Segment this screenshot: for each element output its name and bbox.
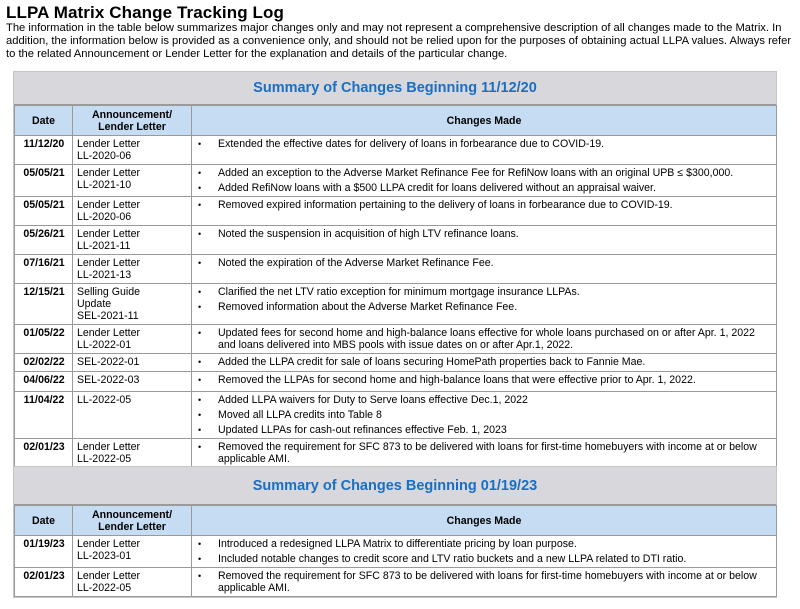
changes-cell: [192, 197, 777, 226]
announcement-line: Lender Letter: [77, 199, 141, 211]
bullet-icon: •: [198, 328, 202, 338]
table-row: [15, 255, 777, 284]
table-row: [15, 392, 777, 439]
announcement-line: Lender Letter: [77, 327, 141, 339]
announcement-line: LL-2020-06: [77, 211, 132, 223]
change-text: Added the LLPA credit for sale of loans securing HomePath properties back to Fannie Mae.: [218, 356, 646, 368]
changes-table: [14, 505, 777, 597]
announcement-line: LL-2020-06: [77, 150, 132, 162]
changes-table: [14, 105, 777, 484]
table-row: [15, 568, 777, 597]
changes-cell: [192, 165, 777, 197]
date-cell: 02/02/22: [15, 354, 73, 372]
change-text: Added LLPA waivers for Duty to Serve loans effective Dec.1, 2022: [218, 394, 528, 406]
date-cell: 05/05/21: [15, 197, 73, 226]
announcement-line: Update: [77, 298, 112, 310]
bullet-icon: •: [198, 200, 202, 210]
section-body: [14, 467, 776, 597]
table-row: [15, 165, 777, 197]
change-item: [198, 286, 773, 298]
announcement-line: SEL-2022-01: [77, 356, 140, 368]
announcement-line: SEL-2021-11: [77, 310, 139, 322]
change-text: Included notable changes to credit score and LTV ratio buckets and a new LLPA related to DTI ratio.: [218, 553, 687, 565]
change-item: [198, 553, 773, 565]
announcement-line: Selling Guide: [77, 286, 141, 298]
change-text: Updated LLPAs for cash-out refinances effective Feb. 1, 2023: [218, 424, 507, 436]
change-item: [198, 441, 773, 465]
announcement-line: LL-2022-05: [77, 582, 132, 594]
section-body: [14, 72, 776, 484]
announcement-cell: [73, 372, 192, 392]
date-cell: 02/01/23: [15, 439, 73, 484]
announcement-line: Lender Letter: [77, 228, 141, 240]
announcement-cell: [73, 392, 192, 439]
bullet-icon: •: [198, 554, 202, 564]
changes-cell: [192, 372, 777, 392]
change-item: [198, 538, 773, 550]
table-row: [15, 536, 777, 568]
header-row: [15, 106, 777, 136]
change-text: Introduced a redesigned LLPA Matrix to differentiate pricing by loan purpose.: [218, 538, 577, 550]
summary-section-1: [13, 71, 777, 485]
section-title: Summary of Changes Beginning 01/19/23: [14, 467, 776, 505]
bullet-icon: •: [198, 287, 202, 297]
table-row: [15, 136, 777, 165]
change-item: [198, 167, 773, 179]
changes-cell: [192, 136, 777, 165]
bullet-icon: •: [198, 375, 202, 385]
announcement-header: Announcement/ Lender Letter: [73, 106, 192, 136]
change-text: Moved all LLPA credits into Table 8: [218, 409, 382, 421]
change-text: Added RefiNow loans with a $500 LLPA credit for loans delivered without an appraisal waiver.: [218, 182, 656, 194]
table-row: [15, 197, 777, 226]
announcement-cell: [73, 536, 192, 568]
change-item: [198, 570, 773, 594]
change-item: [198, 138, 773, 150]
bullet-icon: •: [198, 229, 202, 239]
change-text: Removed the requirement for SFC 873 to be delivered with loans for first-time homebuyers with income at or below applicable AMI.: [218, 441, 757, 465]
date-cell: 01/19/23: [15, 536, 73, 568]
date-header: Date: [15, 106, 73, 136]
change-item: [198, 327, 773, 351]
announcement-cell: [73, 354, 192, 372]
date-cell: 02/01/23: [15, 568, 73, 597]
bullet-icon: •: [198, 168, 202, 178]
change-item: [198, 374, 773, 386]
date-cell: 05/05/21: [15, 165, 73, 197]
announcement-line: Lender Letter: [77, 138, 141, 150]
announcement-line: Lender Letter: [77, 167, 141, 179]
date-header: Date: [15, 506, 73, 536]
change-item: [198, 228, 773, 240]
header-row: [15, 506, 777, 536]
announcement-line: LL-2022-05: [77, 394, 132, 406]
bullet-icon: •: [198, 442, 202, 452]
section-title: Summary of Changes Beginning 11/12/20: [14, 72, 776, 105]
announcement-line: LL-2021-13: [77, 269, 132, 281]
bullet-icon: •: [198, 258, 202, 268]
announcement-line: SEL-2022-03: [77, 374, 140, 386]
bullet-icon: •: [198, 425, 202, 435]
change-item: [198, 424, 773, 436]
changes-cell: [192, 284, 777, 325]
changes-cell: [192, 354, 777, 372]
table-row: [15, 354, 777, 372]
announcement-cell: [73, 165, 192, 197]
changes-cell: [192, 325, 777, 354]
announcement-line: LL-2021-10: [77, 179, 132, 191]
announcement-cell: [73, 325, 192, 354]
announcement-line: LL-2022-01: [77, 339, 132, 351]
table-row: [15, 372, 777, 392]
change-text: Added an exception to the Adverse Market Refinance Fee for RefiNow loans with an original UPB ≤ $300,000.: [218, 167, 734, 179]
announcement-header: Announcement/ Lender Letter: [73, 506, 192, 536]
changes-cell: [192, 226, 777, 255]
announcement-cell: [73, 136, 192, 165]
changes-header: Changes Made: [192, 106, 777, 136]
changes-cell: [192, 392, 777, 439]
changes-header: Changes Made: [192, 506, 777, 536]
bullet-icon: •: [198, 410, 202, 420]
change-item: [198, 199, 773, 211]
change-item: [198, 182, 773, 194]
table-row: [15, 325, 777, 354]
summary-section-2: [13, 466, 777, 598]
announcement-line: Lender Letter: [77, 257, 141, 269]
change-item: [198, 394, 773, 406]
announcement-line: Lender Letter: [77, 570, 141, 582]
change-text: Clarified the net LTV ratio exception for minimum mortgage insurance LLPAs.: [218, 286, 580, 298]
change-text: Removed the LLPAs for second home and high-balance loans that were effective prior to Apr. 1, 2022.: [218, 374, 696, 386]
changes-cell: [192, 255, 777, 284]
bullet-icon: •: [198, 139, 202, 149]
announcement-line: Lender Letter: [77, 441, 141, 453]
bullet-icon: •: [198, 357, 202, 367]
change-item: [198, 409, 773, 421]
announcement-cell: [73, 568, 192, 597]
bullet-icon: •: [198, 539, 202, 549]
change-text: Noted the expiration of the Adverse Market Refinance Fee.: [218, 257, 494, 269]
date-cell: 12/15/21: [15, 284, 73, 325]
bullet-icon: •: [198, 302, 202, 312]
changes-cell: [192, 536, 777, 568]
announcement-line: LL-2022-05: [77, 453, 132, 465]
announcement-line: LL-2023-01: [77, 550, 132, 562]
table-row: [15, 226, 777, 255]
date-cell: 01/05/22: [15, 325, 73, 354]
change-text: Updated fees for second home and high-balance loans effective for whole loans purchased on or after Apr. 1, 2022 and loans delivered into MBS pools with issue dates on or after Apr.1, 2022.: [218, 327, 755, 351]
announcement-line: LL-2021-11: [77, 240, 131, 252]
announcement-line: Lender Letter: [77, 538, 141, 550]
date-cell: 11/04/22: [15, 392, 73, 439]
change-item: [198, 301, 773, 313]
changes-cell: [192, 568, 777, 597]
bullet-icon: •: [198, 395, 202, 405]
intro-paragraph: The information in the table below summarizes major changes only and may not represent a comprehensive description of all changes made to the Matrix. In addition, the information below is provided as a convenience only, and should not be relied upon for the purposes of obtaining actual LLPA values. Always refer to the related Announcement or Lender Letter for the explanation and details of the particular change.: [6, 22, 792, 60]
bullet-icon: •: [198, 183, 202, 193]
change-item: [198, 356, 773, 368]
change-text: Removed expired information pertaining to the delivery of loans in forbearance due to COVID-19.: [218, 199, 673, 211]
announcement-cell: [73, 284, 192, 325]
announcement-cell: [73, 197, 192, 226]
change-text: Removed information about the Adverse Market Refinance Fee.: [218, 301, 518, 313]
date-cell: 05/26/21: [15, 226, 73, 255]
change-text: Extended the effective dates for delivery of loans in forbearance due to COVID-19.: [218, 138, 605, 150]
table-row: [15, 284, 777, 325]
date-cell: 11/12/20: [15, 136, 73, 165]
change-item: [198, 257, 773, 269]
change-text: Removed the requirement for SFC 873 to be delivered with loans for first-time homebuyers with income at or below applicable AMI.: [218, 570, 757, 594]
announcement-cell: [73, 255, 192, 284]
date-cell: 04/06/22: [15, 372, 73, 392]
bullet-icon: •: [198, 571, 202, 581]
date-cell: 07/16/21: [15, 255, 73, 284]
change-text: Noted the suspension in acquisition of high LTV refinance loans.: [218, 228, 519, 240]
announcement-cell: [73, 226, 192, 255]
page-title: LLPA Matrix Change Tracking Log: [6, 3, 284, 22]
